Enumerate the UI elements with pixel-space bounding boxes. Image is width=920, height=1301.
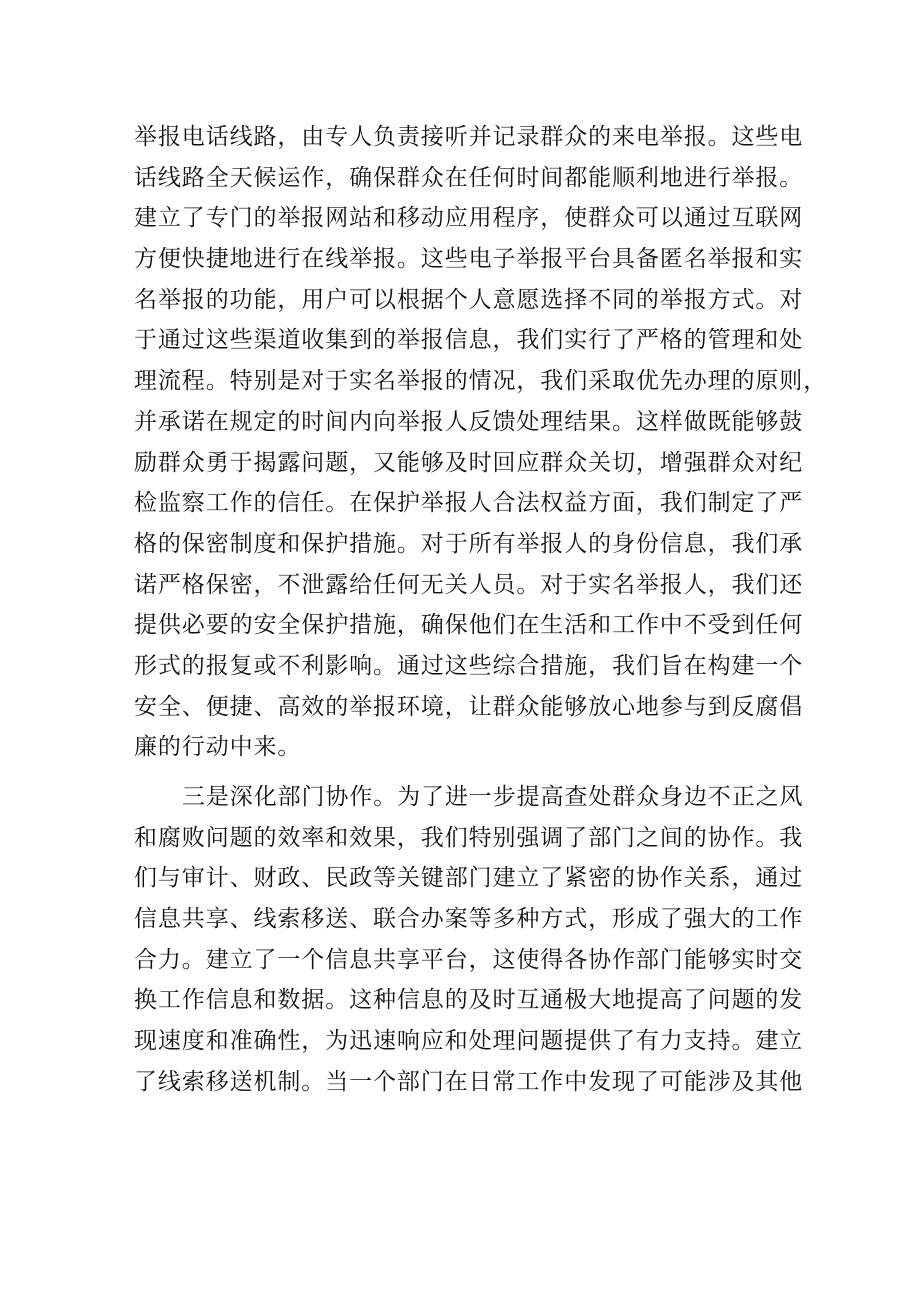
text-line: 检监察工作的信任。在保护举报人合法权益方面，我们制定了严: [134, 490, 804, 517]
text-line: 形式的报复或不利影响。通过这些综合措施，我们旨在构建一个: [134, 652, 804, 679]
text-line: 现速度和准确性，为迅速响应和处理问题提供了有力支持。建立: [134, 1028, 804, 1055]
text-line: 了线索移送机制。当一个部门在日常工作中发现了可能涉及其他: [134, 1068, 804, 1095]
text-line: 诺严格保密，不泄露给任何无关人员。对于实名举报人，我们还: [134, 571, 804, 598]
text-line: 并承诺在规定的时间内向举报人反馈处理结果。这样做既能够鼓: [134, 408, 804, 435]
text-line: 理流程。特别是对于实名举报的情况，我们采取优先办理的原则，: [134, 368, 828, 395]
document-body: [134, 117, 828, 1103]
text-line: 信息共享、线索移送、联合办案等多种方式，形成了强大的工作: [134, 906, 804, 933]
text-line: 建立了专门的举报网站和移动应用程序，使群众可以通过互联网: [134, 205, 804, 232]
paragraph-1: [134, 117, 828, 768]
text-line: 三是深化部门协作。为了进一步提高查处群众身边不正之风: [182, 784, 804, 810]
text-line: 提供必要的安全保护措施，确保他们在生活和工作中不受到任何: [134, 612, 804, 639]
text-line: 格的保密制度和保护措施。对于所有举报人的身份信息，我们承: [134, 530, 804, 557]
text-line: 们与审计、财政、民政等关键部门建立了紧密的协作关系，通过: [134, 865, 804, 892]
text-line: 励群众勇于揭露问题，又能够及时回应群众关切，增强群众对纪: [134, 449, 804, 476]
text-line: 举报电话线路，由专人负责接听并记录群众的来电举报。这些电: [134, 124, 804, 150]
paragraph-2: [134, 777, 804, 1103]
paragraph-spacer: [134, 768, 794, 777]
text-line: 合力。建立了一个信息共享平台，这使得各协作部门能够实时交: [134, 946, 804, 973]
text-line: 换工作信息和数据。这种信息的及时互通极大地提高了问题的发: [134, 987, 804, 1014]
text-line: 廉的行动中来。: [134, 734, 302, 761]
text-line: 方便快捷地进行在线举报。这些电子举报平台具备匿名举报和实: [134, 246, 804, 273]
text-line: 安全、便捷、高效的举报环境，让群众能够放心地参与到反腐倡: [134, 693, 804, 720]
text-line: 话线路全天候运作，确保群众在任何时间都能顺利地进行举报。: [134, 164, 804, 191]
text-line: 和腐败问题的效率和效果，我们特别强调了部门之间的协作。我: [134, 824, 804, 851]
text-line: 名举报的功能，用户可以根据个人意愿选择不同的举报方式。对: [134, 286, 804, 313]
text-line: 于通过这些渠道收集到的举报信息，我们实行了严格的管理和处: [134, 327, 804, 354]
